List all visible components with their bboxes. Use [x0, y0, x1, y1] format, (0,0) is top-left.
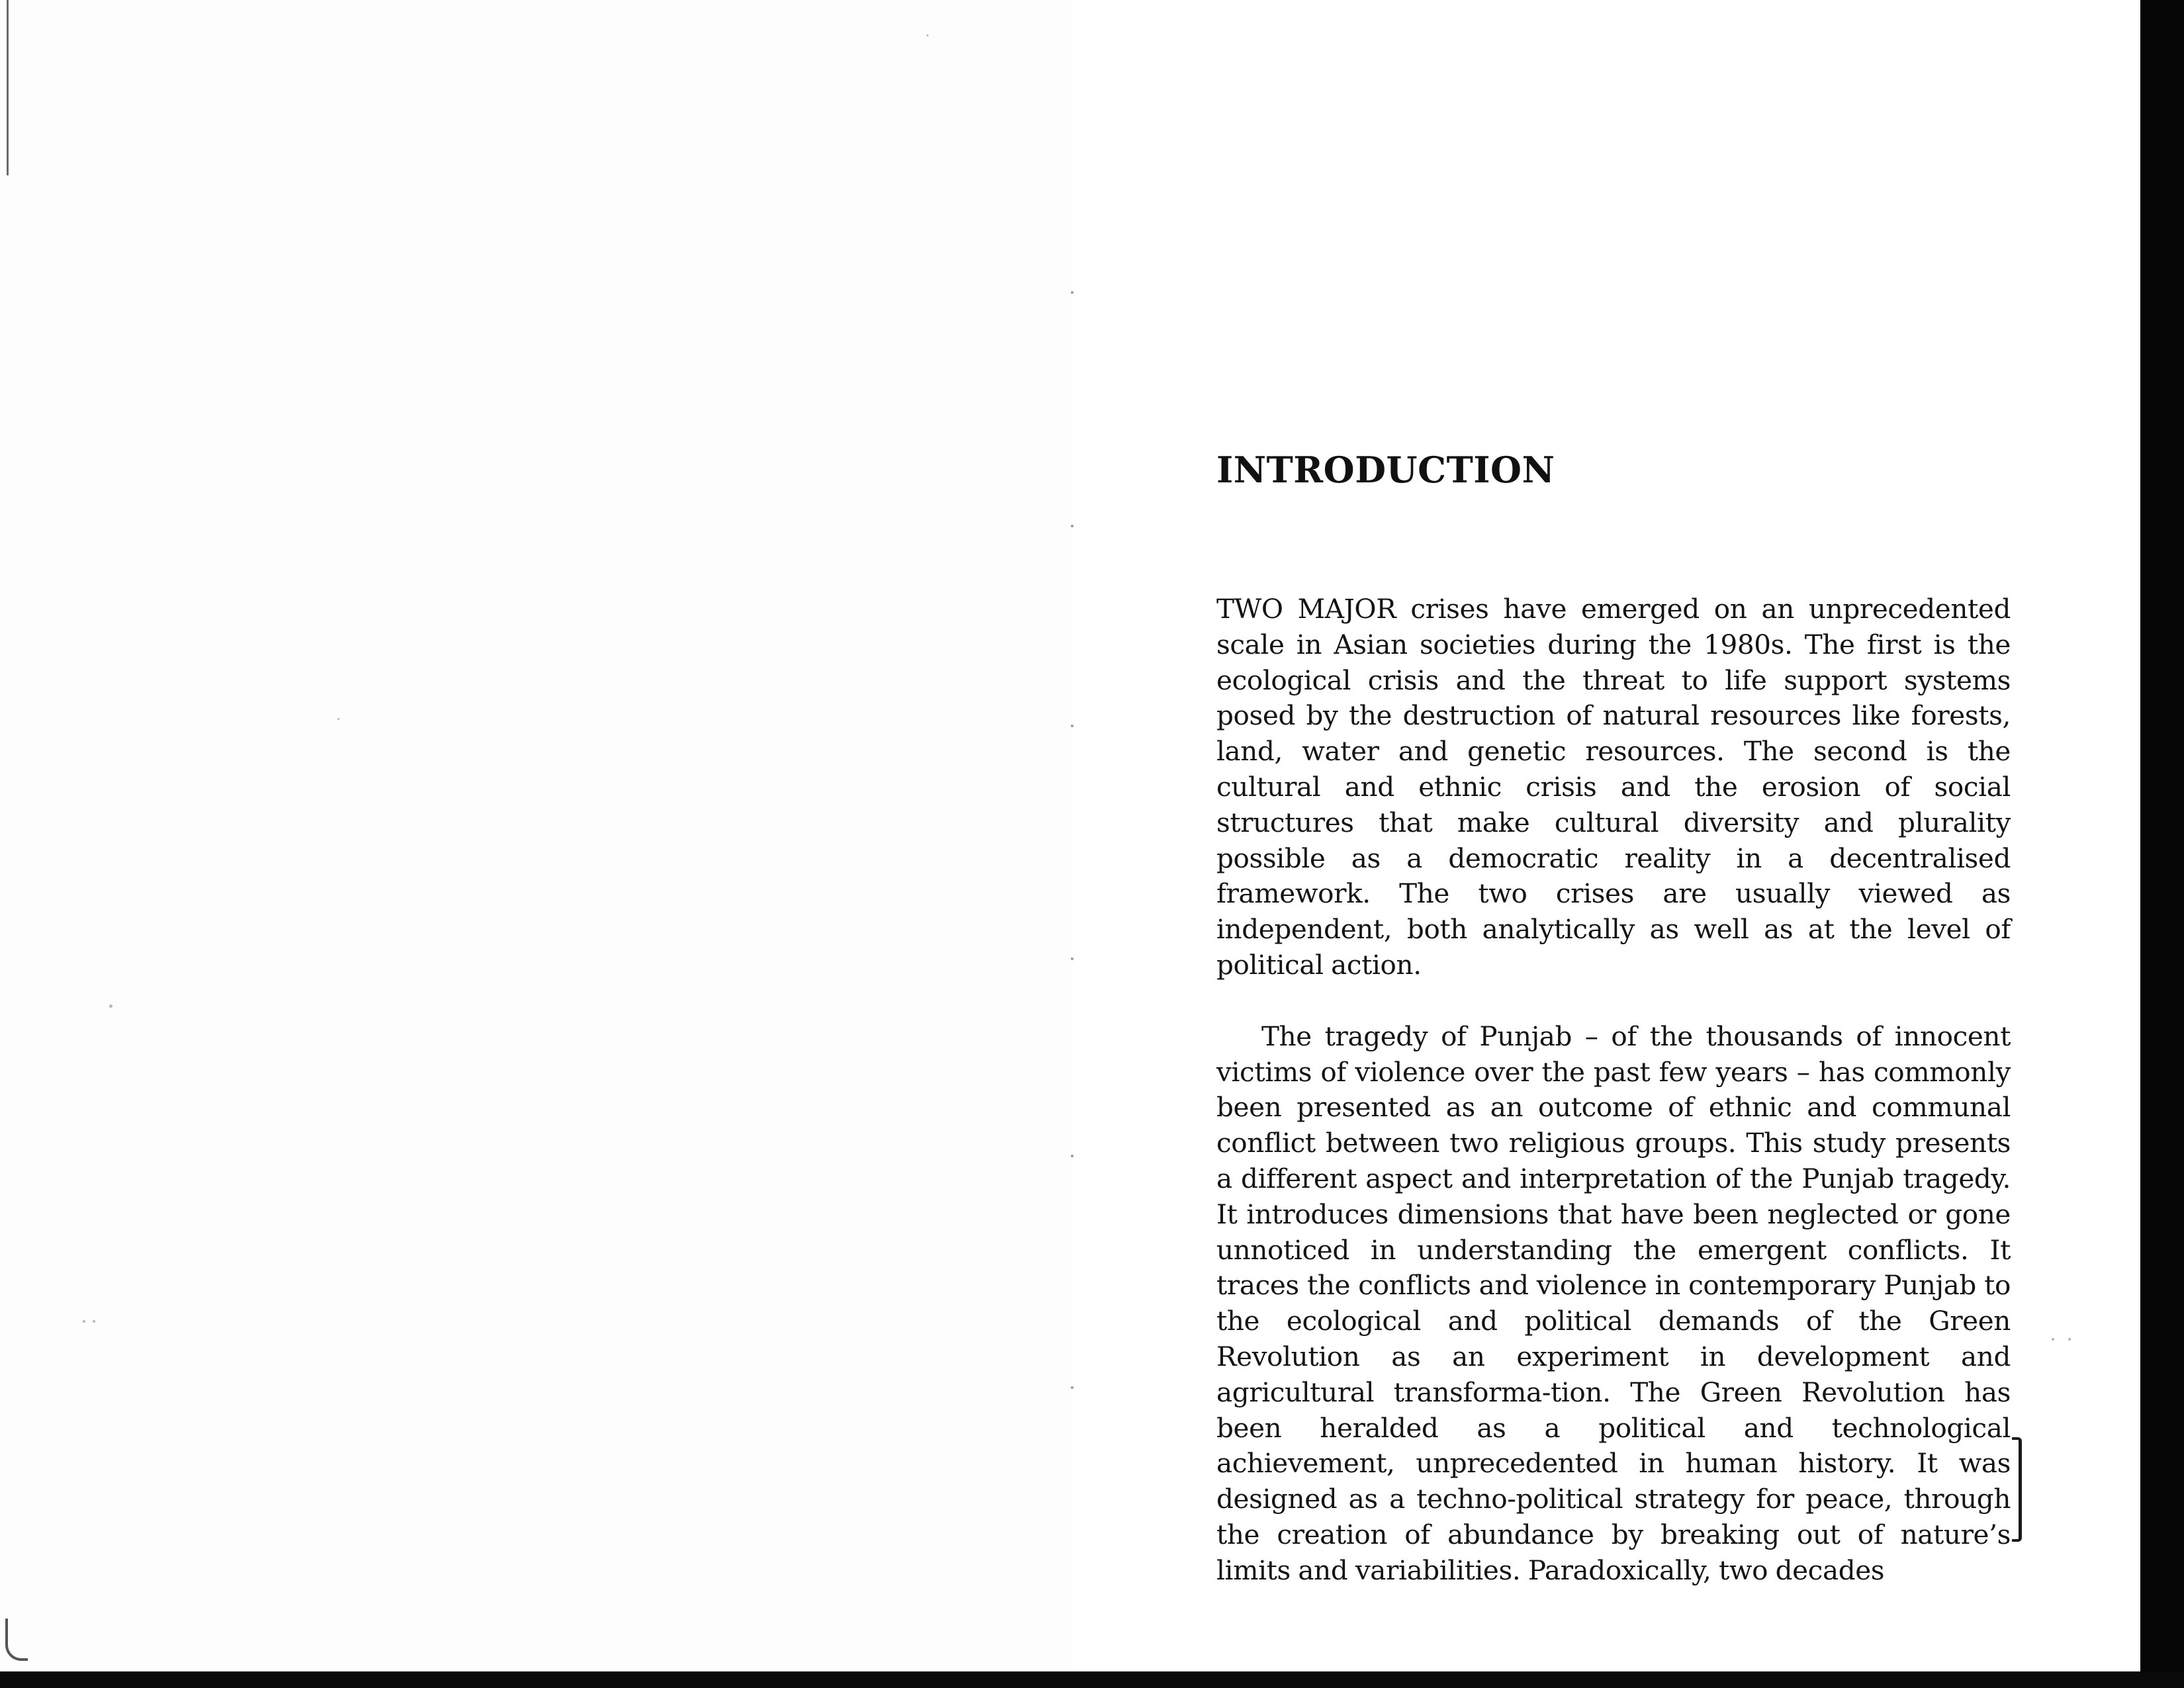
page-curl	[5, 1619, 28, 1661]
margin-bracket-mark	[2012, 1437, 2022, 1542]
dust-speck	[83, 1320, 85, 1323]
introduction-page	[1216, 442, 2011, 1589]
paragraph-2: The tragedy of Punjab – of the thousands of innocent victims of violence over the past few years – has commonly been presented as an outcome of ethnic and communal conflict between two religious groups. This study presents a different aspect and interpretation of the Punjab tragedy. It introduces dimensions that have been neglected or gone unnoticed in understanding the emergent conflicts. It traces the conflicts and violence in contemporary Punjab to the ecological and political demands of the Green Revolution as an experiment in development and agricultural transforma-tion. The Green Revolution has been heralded as a political and technological achievement, unprecedented in human history. It was designed as a techno-political strategy for peace, through the creation of abundance by breaking out of nature’s limits and variabilities. Paradoxically, two decades	[1216, 1020, 2011, 1586]
spine-speck	[1071, 1155, 1073, 1157]
chapter-title: INTRODUCTION	[1216, 449, 1555, 491]
spine-speck	[1071, 725, 1073, 727]
dust-speck	[2052, 1338, 2054, 1341]
left-page-edge-line	[7, 0, 9, 175]
dust-speck	[2068, 1338, 2071, 1341]
dust-speck	[927, 34, 929, 36]
scanner-bottom-edge	[0, 1671, 2184, 1688]
spine-speck	[1071, 291, 1073, 294]
dust-speck	[109, 1004, 113, 1008]
dust-speck	[338, 718, 340, 720]
paragraph-1: TWO MAJOR crises have emerged on an unprecedented scale in Asian societies during the 1980s. The first is the ecological crisis and the threat to life support systems posed by the destruction of natural resources like forests, land, water and genetic resources. The second is the cultural and ethnic crisis and the erosion of social structures that make cultural diversity and plurality possible as a democratic reality in a decentralised framework. The two crises are usually viewed as independent, both analytically as well as at the level of political action.	[1216, 593, 2011, 981]
body-text	[1216, 592, 2011, 1589]
spine-speck	[1071, 525, 1073, 527]
spine-speck	[1071, 1386, 1073, 1389]
spine-speck	[1071, 957, 1073, 960]
blank-left-page	[0, 0, 1072, 1674]
dust-speck	[93, 1320, 95, 1323]
scanner-right-edge	[2140, 0, 2184, 1688]
